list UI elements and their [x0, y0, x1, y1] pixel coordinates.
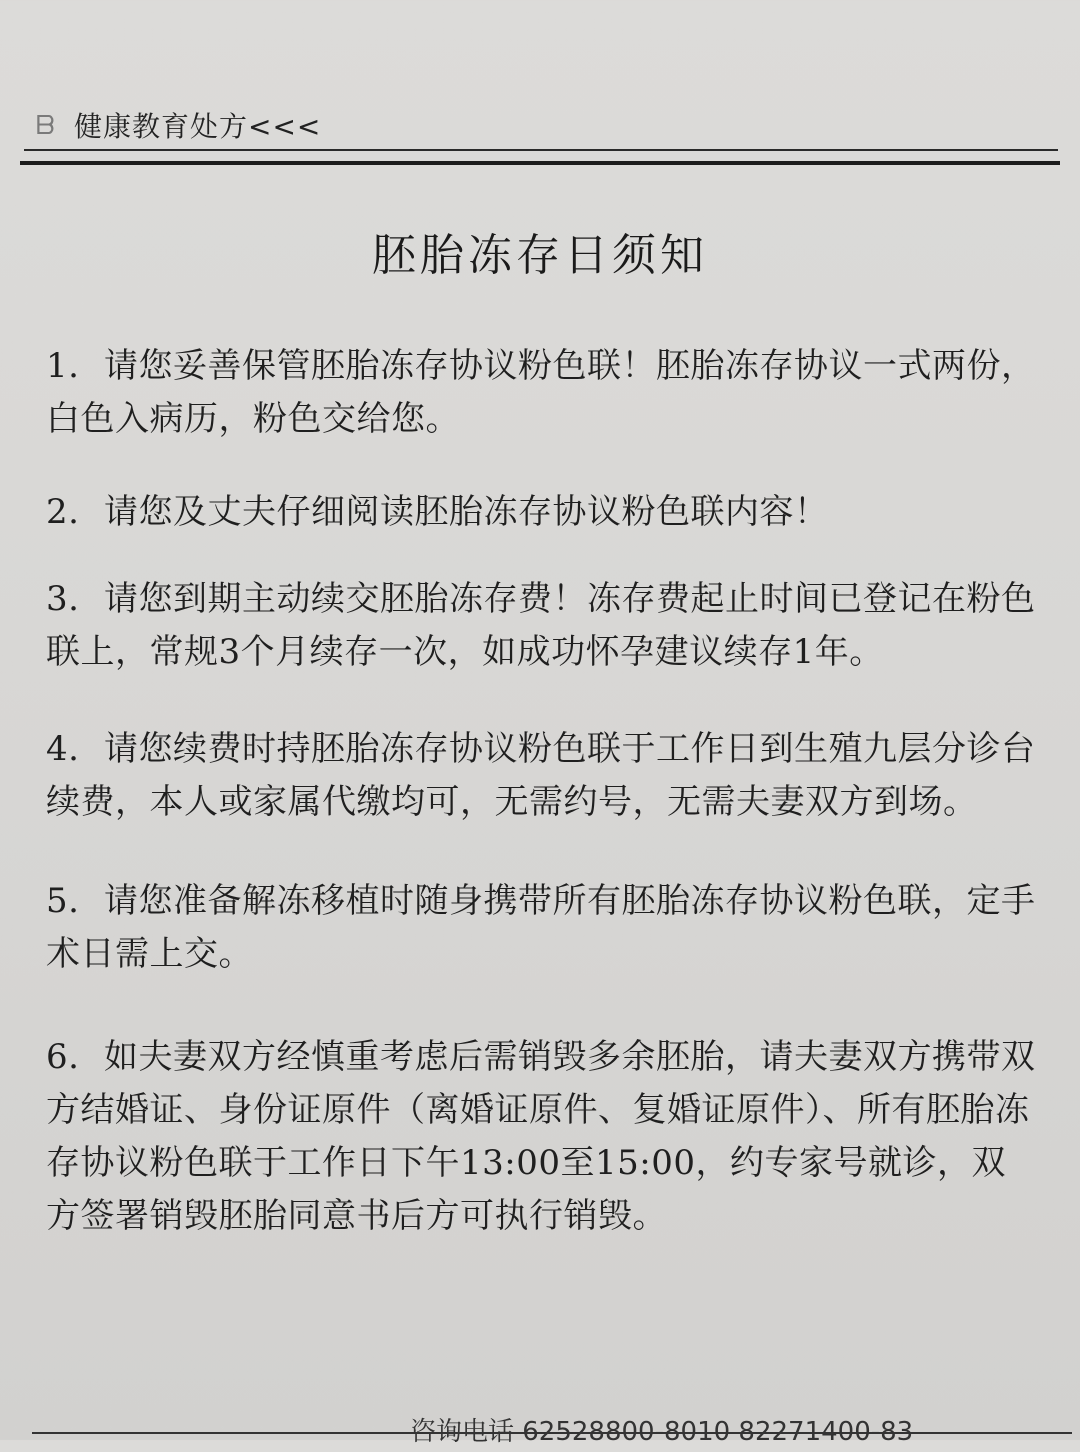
header-rule-thin [24, 149, 1058, 151]
document-title: 胚胎冻存日须知 [372, 230, 708, 281]
notice-item-4 [46, 723, 1036, 829]
notice-list [46, 340, 1036, 1243]
item-number: 3. [46, 579, 80, 619]
item-text: 如夫妻双方经慎重考虑后需销毁多余胚胎，请夫妻双方携带双方结婚证、身份证原件（离婚证原件、复婚证原件）、所有胚胎冻存协议粉色联于工作日下午13:00至15:00，约专家号就诊，双方签署销毁胚胎同意书后方可执行销毁。 [46, 1037, 1036, 1236]
item-text: 请您续费时持胚胎冻存协议粉色联于工作日到生殖九层分诊台续费，本人或家属代缴均可，无需约号，无需夫妻双方到场。 [46, 729, 1036, 822]
notice-item-1 [46, 340, 1036, 446]
header-rule-thick [20, 161, 1060, 165]
notice-item-2 [46, 486, 1036, 539]
item-number: 2. [46, 492, 80, 532]
item-number: 5. [46, 881, 80, 921]
notice-item-5 [46, 875, 1036, 981]
item-number: 4. [46, 729, 80, 769]
item-number: 6. [46, 1037, 80, 1077]
item-text: 请您及丈夫仔细阅读胚胎冻存协议粉色联内容！ [104, 492, 829, 532]
header [36, 104, 1036, 154]
item-number: 1. [46, 346, 80, 386]
notice-item-3 [46, 573, 1036, 679]
contact-phone: 咨询电话 62528800-8010 82271400-83 [410, 1417, 914, 1447]
notice-item-6 [46, 1031, 1036, 1243]
item-text: 请您准备解冻移植时随身携带所有胚胎冻存协议粉色联，定手术日需上交。 [46, 881, 1036, 974]
item-text: 请您妥善保管胚胎冻存协议粉色联！胚胎冻存协议一式两份，白色入病历，粉色交给您。 [46, 346, 1036, 439]
footer-rule [32, 1432, 1072, 1434]
header-label: 健康教育处方<<< [74, 110, 322, 143]
hospital-logo-icon: ᗷ [36, 111, 55, 141]
item-text: 请您到期主动续交胚胎冻存费！冻存费起止时间已登记在粉色联上，常规3个月续存一次，如成功怀孕建议续存1年。 [46, 579, 1036, 672]
